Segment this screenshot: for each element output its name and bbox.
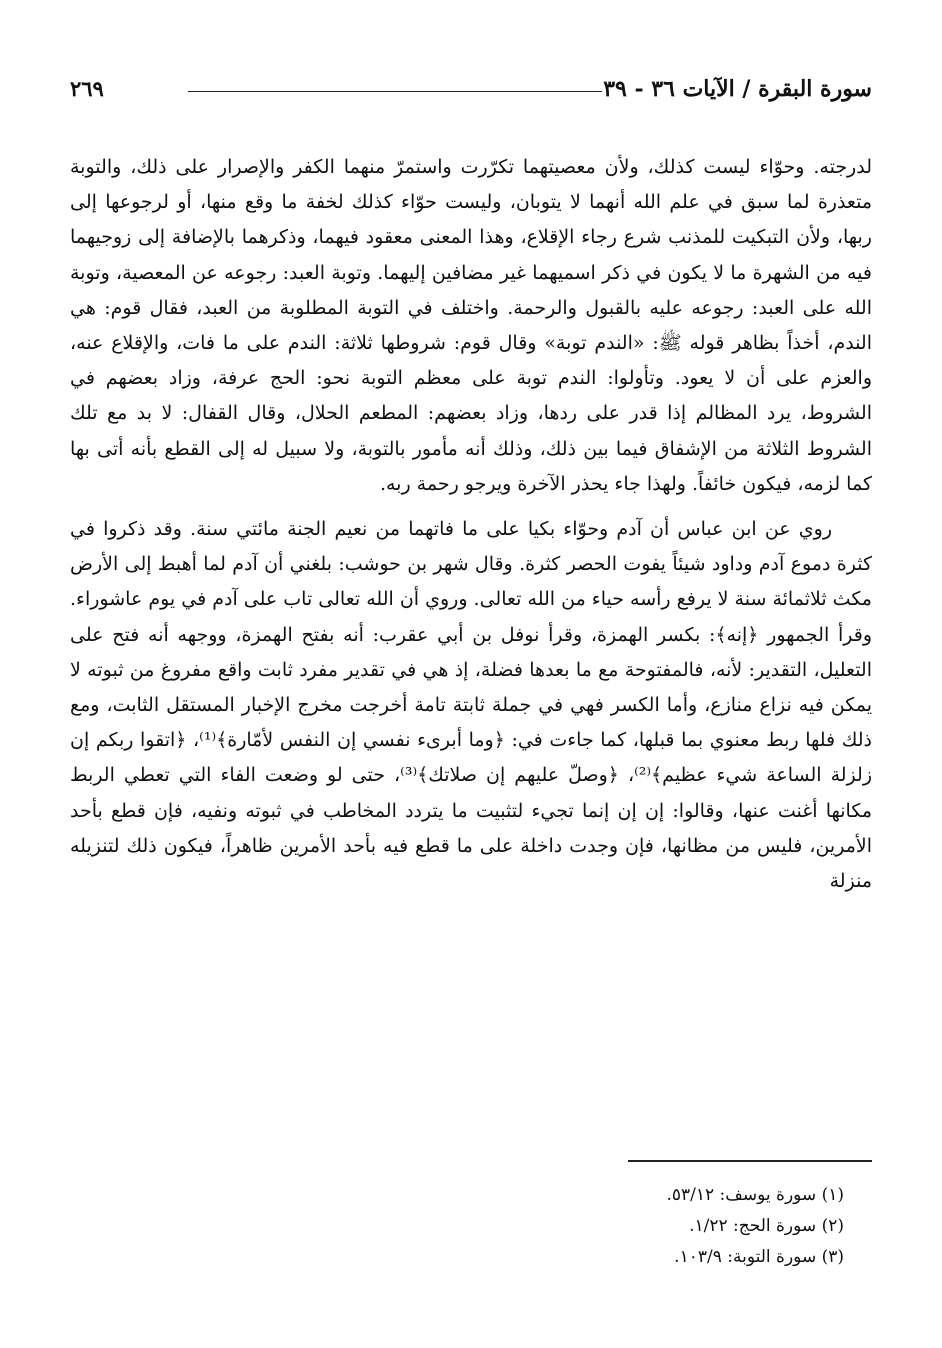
footnote: (٣) سورة التوبة: ١٠٣/٩. [674, 1247, 844, 1267]
footnote: (١) سورة يوسف: ٥٣/١٢. [666, 1185, 844, 1205]
page-number: ٢٦٩ [70, 76, 104, 101]
paragraph: روي عن ابن عباس أن آدم وحوّاء بكيا على ما فاتهما من نعيم الجنة مائتي سنة. وقد ذكروا في كثرة دموع آدم وداود شيئاً يفوت الحصر كثرة. وقال شهر بن حوشب: بلغني أن آدم لما أهبط إلى الأرض مكث ثلاثمائة سنة لا يرفع رأسه حياء من الله تعالى. وروي أن الله تعالى تاب على آدم في يوم عاشوراء. وقرأ الجمهور ﴿إنه﴾: بكسر الهمزة، وقرأ نوفل بن أبي عقرب: أنه بفتح الهمزة، ووجهه أنه فتح على التعليل، التقدير: لأنه، فالمفتوحة مع ما بعدها فضلة، إذ هي في تقدير مفرد ثابت واقع مفروغ من ثبوته لا يمكن فيه نزاع منازع، وأما الكسر فهي في جملة ثابتة تامة أخرجت مخرج الإخبار المستقل الثابت، ومع ذلك فلها ربط معنوي بما قبلها، كما جاءت في: ﴿وما أبرىء نفسي إن النفس لأمّارة﴾⁽¹⁾، ﴿اتقوا ربكم إن زلزلة الساعة شيء عظيم﴾⁽²⁾، ﴿وصلّ عليهم إن صلاتك﴾⁽³⁾، حتى لو وضعت الفاء التي تعطي الربط مكانها أغنت عنها، وقالوا: إن إن إنما تجيء لتثبيت ما يتردد المخاطب في ثبوته ونفيه، فإن قطع بأحد الأمرين، فليس من مظانها، فإن وجدت داخلة على ما قطع فيه بأحد الأمرين ظاهراً، فيكون ذلك لتنزيله منزلة [70, 518, 872, 893]
footnote-divider [628, 1160, 872, 1162]
header-title: سورة البقرة / الآيات ٣٦ - ٣٩ [603, 76, 872, 102]
footnote: (٢) سورة الحج: ١/٢٢. [689, 1216, 844, 1236]
footnotes [244, 1180, 844, 1273]
body-text [70, 150, 872, 899]
running-header [70, 72, 872, 106]
header-rule [188, 91, 602, 92]
paragraph: لدرجته. وحوّاء ليست كذلك، ولأن معصيتهما تكرّرت واستمرّ منهما الكفر والإصرار على ذلك، والتوبة متعذرة لما سبق في علم الله أنهما لا يتوبان، وليست حوّاء كذلك لخفة ما وقع منها، أو لرجوعها إلى ربها، ولأن التبكيت للمذنب شرع رجاء الإقلاع، وهذا المعنى معقود فيهما، وذكرهما بالإضافة إلى زوجيهما فيه من الشهرة ما لا يكون في ذكر اسميهما غير مضافين إليهما. وتوبة العبد: رجوعه عن المعصية، وتوبة الله على العبد: رجوعه عليه بالقبول والرحمة. واختلف في التوبة المطلوبة من العبد، فقال قوم: هي الندم، أخذاً بظاهر قوله ﷺ: «الندم توبة» وقال قوم: شروطها ثلاثة: الندم على ما فات، والإقلاع عنه، والعزم على أن لا يعود. وتأولوا: الندم توبة على معظم التوبة نحو: الحج عرفة، وزاد بعضهم في الشروط، يرد المظالم إذا قدر على ردها، وزاد بعضهم: المطعم الحلال، وقال القفال: لا بد مع تلك الشروط الثلاثة من الإشفاق فيما بين ذلك، وذلك أنه مأمور بالتوبة، ولا سبيل له إلى القطع بأنه أتى بها كما لزمه، فيكون خائفاً. ولهذا جاء يحذر الآخرة ويرجو رحمة ربه. [70, 156, 872, 495]
